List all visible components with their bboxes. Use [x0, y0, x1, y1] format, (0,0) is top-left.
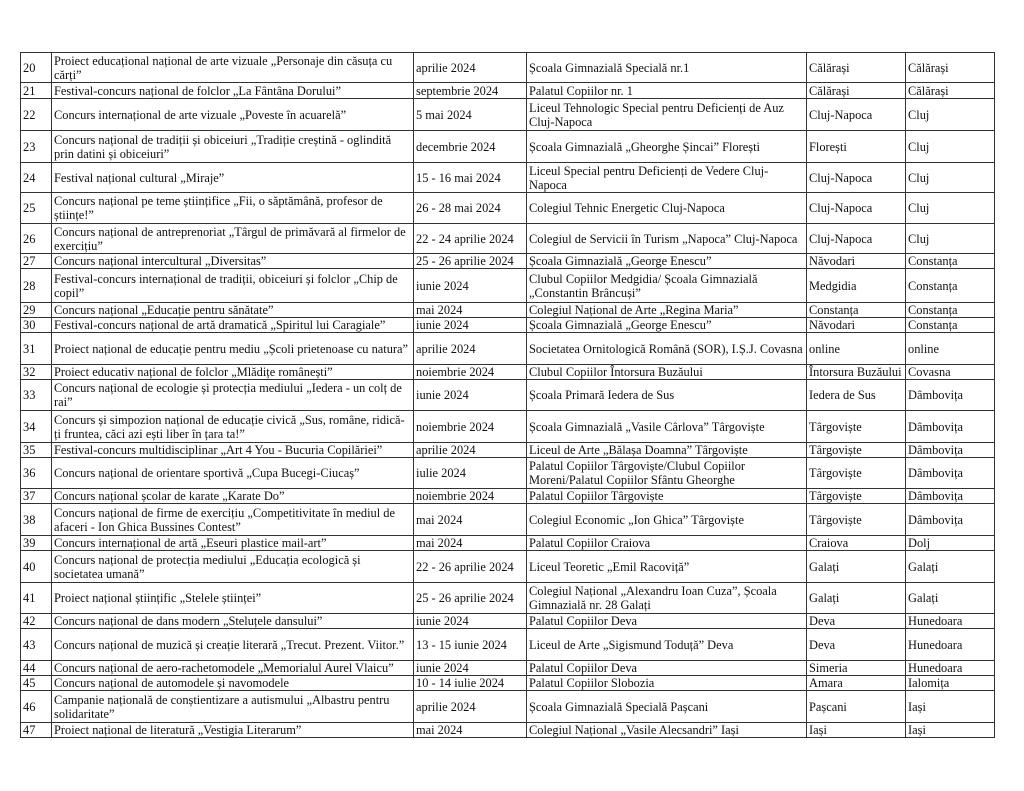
event-title-cell: Concurs național de muzică și creație literară „Trecut. Prezent. Viitor.”: [52, 629, 414, 661]
row-number-cell: 30: [21, 318, 52, 333]
event-title-cell: Concurs național de orientare sportivă „Cupa Bucegi-Ciucaș”: [52, 458, 414, 489]
city-cell: Medgidia: [807, 269, 906, 303]
table-row: [21, 614, 995, 629]
event-date-cell: aprilie 2024: [414, 691, 527, 723]
row-number-cell: 21: [21, 83, 52, 99]
table-row: [21, 303, 995, 318]
city-cell: Amara: [807, 676, 906, 691]
county-cell: Ialomița: [906, 676, 995, 691]
event-date-cell: 22 - 24 aprilie 2024: [414, 224, 527, 254]
county-cell: Iași: [906, 723, 995, 738]
organizer-cell: Colegiul Tehnic Energetic Cluj-Napoca: [527, 193, 807, 224]
row-number-cell: 37: [21, 489, 52, 504]
event-title-cell: Concurs și simpozion național de educație civică „Sus, române, ridică-ți fruntea, căci azi ești liber în țara ta!”: [52, 411, 414, 443]
row-number-cell: 42: [21, 614, 52, 629]
city-cell: Pașcani: [807, 691, 906, 723]
city-cell: Năvodari: [807, 254, 906, 269]
table-row: [21, 551, 995, 583]
table-row: [21, 83, 995, 99]
table-row: [21, 443, 995, 458]
event-title-cell: Festival-concurs național de folclor „La Fântâna Dorului”: [52, 83, 414, 99]
event-title-cell: Campanie națională de conștientizare a autismului „Albastru pentru solidaritate”: [52, 691, 414, 723]
organizer-cell: Școala Primară Iedera de Sus: [527, 380, 807, 411]
row-number-cell: 35: [21, 443, 52, 458]
county-cell: Dâmbovița: [906, 411, 995, 443]
event-title-cell: Concurs național „Educație pentru sănătate”: [52, 303, 414, 318]
event-title-cell: Festival-concurs internațional de tradiții, obiceiuri și folclor „Chip de copil”: [52, 269, 414, 303]
county-cell: Galați: [906, 583, 995, 614]
event-date-cell: noiembrie 2024: [414, 489, 527, 504]
row-number-cell: 47: [21, 723, 52, 738]
row-number-cell: 46: [21, 691, 52, 723]
events-table-body: [21, 53, 995, 738]
row-number-cell: 27: [21, 254, 52, 269]
city-cell: Constanța: [807, 303, 906, 318]
county-cell: Constanța: [906, 318, 995, 333]
event-title-cell: Festival-concurs multidisciplinar „Art 4 You - Bucuria Copilăriei”: [52, 443, 414, 458]
table-row: [21, 53, 995, 83]
row-number-cell: 32: [21, 365, 52, 380]
organizer-cell: Palatul Copiilor Târgoviște/Clubul Copiilor Moreni/Palatul Copiilor Sfântu Gheorghe: [527, 458, 807, 489]
table-row: [21, 99, 995, 131]
event-title-cell: Proiect educativ național de folclor „Mlădițe românești”: [52, 365, 414, 380]
row-number-cell: 40: [21, 551, 52, 583]
table-row: [21, 676, 995, 691]
event-title-cell: Concurs național de tradiții și obiceiuri „Tradiție creștină - oglindită prin datini și obiceiuri”: [52, 131, 414, 163]
organizer-cell: Clubul Copiilor Medgidia/ Școala Gimnazială „Constantin Brâncuși”: [527, 269, 807, 303]
event-date-cell: 25 - 26 aprilie 2024: [414, 254, 527, 269]
table-row: [21, 504, 995, 536]
event-date-cell: 5 mai 2024: [414, 99, 527, 131]
county-cell: Călărași: [906, 83, 995, 99]
organizer-cell: Școala Gimnazială „Gheorghe Șincai” Florești: [527, 131, 807, 163]
event-title-cell: Concurs național de firme de exercițiu „Competitivitate în mediul de afaceri - Ion Ghica Bussines Contest”: [52, 504, 414, 536]
city-cell: Galați: [807, 583, 906, 614]
city-cell: Cluj-Napoca: [807, 163, 906, 193]
table-row: [21, 163, 995, 193]
event-date-cell: septembrie 2024: [414, 83, 527, 99]
table-row: [21, 691, 995, 723]
event-title-cell: Proiect educațional național de arte vizuale „Personaje din căsuța cu cărți”: [52, 53, 414, 83]
organizer-cell: Liceul Teoretic „Emil Racoviță”: [527, 551, 807, 583]
county-cell: Cluj: [906, 99, 995, 131]
table-row: [21, 583, 995, 614]
organizer-cell: Școala Gimnazială „Vasile Cârlova” Târgoviște: [527, 411, 807, 443]
city-cell: Iași: [807, 723, 906, 738]
table-row: [21, 269, 995, 303]
row-number-cell: 22: [21, 99, 52, 131]
row-number-cell: 38: [21, 504, 52, 536]
row-number-cell: 24: [21, 163, 52, 193]
organizer-cell: Colegiul Economic „Ion Ghica” Târgoviște: [527, 504, 807, 536]
city-cell: Simeria: [807, 661, 906, 676]
row-number-cell: 43: [21, 629, 52, 661]
event-title-cell: Proiect național de educație pentru mediu „Școli prietenoase cu natura”: [52, 333, 414, 365]
organizer-cell: Palatul Copiilor Craiova: [527, 536, 807, 551]
event-title-cell: Concurs național de automodele și navomodele: [52, 676, 414, 691]
row-number-cell: 36: [21, 458, 52, 489]
event-date-cell: mai 2024: [414, 723, 527, 738]
table-row: [21, 333, 995, 365]
organizer-cell: Palatul Copiilor Slobozia: [527, 676, 807, 691]
table-row: [21, 224, 995, 254]
table-row: [21, 193, 995, 224]
event-date-cell: aprilie 2024: [414, 53, 527, 83]
row-number-cell: 31: [21, 333, 52, 365]
table-row: [21, 629, 995, 661]
row-number-cell: 28: [21, 269, 52, 303]
table-row: [21, 254, 995, 269]
event-date-cell: 15 - 16 mai 2024: [414, 163, 527, 193]
event-date-cell: aprilie 2024: [414, 333, 527, 365]
city-cell: Târgoviște: [807, 489, 906, 504]
row-number-cell: 41: [21, 583, 52, 614]
event-title-cell: Concurs național de protecția mediului „Educația ecologică și societatea umană”: [52, 551, 414, 583]
event-date-cell: iunie 2024: [414, 661, 527, 676]
city-cell: Târgoviște: [807, 443, 906, 458]
event-title-cell: Concurs național intercultural „Diversitas”: [52, 254, 414, 269]
table-row: [21, 489, 995, 504]
county-cell: Hunedoara: [906, 614, 995, 629]
county-cell: Hunedoara: [906, 629, 995, 661]
county-cell: Cluj: [906, 193, 995, 224]
event-title-cell: Concurs internațional de artă „Eseuri plastice mail-art”: [52, 536, 414, 551]
event-date-cell: mai 2024: [414, 536, 527, 551]
city-cell: Năvodari: [807, 318, 906, 333]
event-date-cell: iulie 2024: [414, 458, 527, 489]
event-title-cell: Concurs internațional de arte vizuale „Poveste în acuarelă”: [52, 99, 414, 131]
city-cell: Târgoviște: [807, 504, 906, 536]
event-title-cell: Concurs național de ecologie și protecția mediului „Iedera - un colț de rai”: [52, 380, 414, 411]
event-date-cell: mai 2024: [414, 303, 527, 318]
organizer-cell: Liceul Special pentru Deficienți de Vedere Cluj-Napoca: [527, 163, 807, 193]
county-cell: Constanța: [906, 303, 995, 318]
event-date-cell: noiembrie 2024: [414, 365, 527, 380]
city-cell: Călărași: [807, 83, 906, 99]
event-date-cell: iunie 2024: [414, 269, 527, 303]
county-cell: Galați: [906, 551, 995, 583]
county-cell: Dâmbovița: [906, 443, 995, 458]
organizer-cell: Liceul de Arte „Bălașa Doamna” Târgoviște: [527, 443, 807, 458]
event-title-cell: Concurs național școlar de karate „Karate Do”: [52, 489, 414, 504]
organizer-cell: Palatul Copiilor Deva: [527, 614, 807, 629]
city-cell: Craiova: [807, 536, 906, 551]
table-row: [21, 458, 995, 489]
city-cell: Galați: [807, 551, 906, 583]
row-number-cell: 45: [21, 676, 52, 691]
city-cell: Călărași: [807, 53, 906, 83]
row-number-cell: 20: [21, 53, 52, 83]
organizer-cell: Palatul Copiilor nr. 1: [527, 83, 807, 99]
organizer-cell: Școala Gimnazială Specială Pașcani: [527, 691, 807, 723]
county-cell: Dâmbovița: [906, 380, 995, 411]
county-cell: Hunedoara: [906, 661, 995, 676]
table-row: [21, 131, 995, 163]
row-number-cell: 29: [21, 303, 52, 318]
event-title-cell: Festival-concurs național de artă dramatică „Spiritul lui Caragiale”: [52, 318, 414, 333]
organizer-cell: Societatea Ornitologică Română (SOR), I.Ș.J. Covasna: [527, 333, 807, 365]
table-row: [21, 411, 995, 443]
event-title-cell: Concurs național de dans modern „Steluțele dansului”: [52, 614, 414, 629]
table-row: [21, 723, 995, 738]
event-date-cell: 13 - 15 iunie 2024: [414, 629, 527, 661]
city-cell: Florești: [807, 131, 906, 163]
events-table: [20, 52, 995, 738]
county-cell: Covasna: [906, 365, 995, 380]
organizer-cell: Colegiul Național „Alexandru Ioan Cuza”, Școala Gimnazială nr. 28 Galați: [527, 583, 807, 614]
table-row: [21, 318, 995, 333]
city-cell: Deva: [807, 629, 906, 661]
organizer-cell: Liceul Tehnologic Special pentru Deficienți de Auz Cluj-Napoca: [527, 99, 807, 131]
county-cell: Cluj: [906, 224, 995, 254]
event-date-cell: aprilie 2024: [414, 443, 527, 458]
event-title-cell: Proiect național de literatură „Vestigia Literarum”: [52, 723, 414, 738]
county-cell: Dolj: [906, 536, 995, 551]
event-date-cell: iunie 2024: [414, 614, 527, 629]
county-cell: Dâmbovița: [906, 458, 995, 489]
event-date-cell: mai 2024: [414, 504, 527, 536]
row-number-cell: 25: [21, 193, 52, 224]
row-number-cell: 26: [21, 224, 52, 254]
city-cell: Întorsura Buzăului: [807, 365, 906, 380]
event-title-cell: Proiect național științific „Stelele științei”: [52, 583, 414, 614]
event-date-cell: 22 - 26 aprilie 2024: [414, 551, 527, 583]
city-cell: online: [807, 333, 906, 365]
city-cell: Cluj-Napoca: [807, 193, 906, 224]
county-cell: Călărași: [906, 53, 995, 83]
city-cell: Târgoviște: [807, 411, 906, 443]
event-date-cell: 10 - 14 iulie 2024: [414, 676, 527, 691]
organizer-cell: Colegiul de Servicii în Turism „Napoca” Cluj-Napoca: [527, 224, 807, 254]
organizer-cell: Școala Gimnazială Specială nr.1: [527, 53, 807, 83]
organizer-cell: Liceul de Arte „Sigismund Toduță” Deva: [527, 629, 807, 661]
organizer-cell: Colegiul Național de Arte „Regina Maria”: [527, 303, 807, 318]
event-title-cell: Concurs național pe teme științifice „Fii, o săptămână, profesor de științe!”: [52, 193, 414, 224]
row-number-cell: 33: [21, 380, 52, 411]
city-cell: Iedera de Sus: [807, 380, 906, 411]
city-cell: Târgoviște: [807, 458, 906, 489]
county-cell: Cluj: [906, 131, 995, 163]
county-cell: Constanța: [906, 269, 995, 303]
county-cell: Cluj: [906, 163, 995, 193]
county-cell: online: [906, 333, 995, 365]
table-row: [21, 365, 995, 380]
county-cell: Constanța: [906, 254, 995, 269]
row-number-cell: 39: [21, 536, 52, 551]
organizer-cell: Clubul Copiilor Întorsura Buzăului: [527, 365, 807, 380]
event-date-cell: noiembrie 2024: [414, 411, 527, 443]
organizer-cell: Școala Gimnazială „George Enescu”: [527, 254, 807, 269]
event-date-cell: 26 - 28 mai 2024: [414, 193, 527, 224]
table-row: [21, 380, 995, 411]
row-number-cell: 44: [21, 661, 52, 676]
organizer-cell: Școala Gimnazială „George Enescu”: [527, 318, 807, 333]
event-date-cell: iunie 2024: [414, 318, 527, 333]
organizer-cell: Palatul Copiilor Deva: [527, 661, 807, 676]
city-cell: Deva: [807, 614, 906, 629]
event-date-cell: iunie 2024: [414, 380, 527, 411]
table-row: [21, 536, 995, 551]
event-date-cell: decembrie 2024: [414, 131, 527, 163]
event-title-cell: Concurs național de aero-rachetomodele „Memorialul Aurel Vlaicu”: [52, 661, 414, 676]
table-row: [21, 661, 995, 676]
row-number-cell: 34: [21, 411, 52, 443]
event-title-cell: Concurs național de antreprenoriat „Târgul de primăvară al firmelor de exercițiu”: [52, 224, 414, 254]
city-cell: Cluj-Napoca: [807, 224, 906, 254]
county-cell: Dâmbovița: [906, 504, 995, 536]
event-date-cell: 25 - 26 aprilie 2024: [414, 583, 527, 614]
county-cell: Dâmbovița: [906, 489, 995, 504]
organizer-cell: Palatul Copiilor Târgoviște: [527, 489, 807, 504]
event-title-cell: Festival național cultural „Miraje”: [52, 163, 414, 193]
county-cell: Iași: [906, 691, 995, 723]
organizer-cell: Colegiul Național „Vasile Alecsandri” Iași: [527, 723, 807, 738]
city-cell: Cluj-Napoca: [807, 99, 906, 131]
row-number-cell: 23: [21, 131, 52, 163]
